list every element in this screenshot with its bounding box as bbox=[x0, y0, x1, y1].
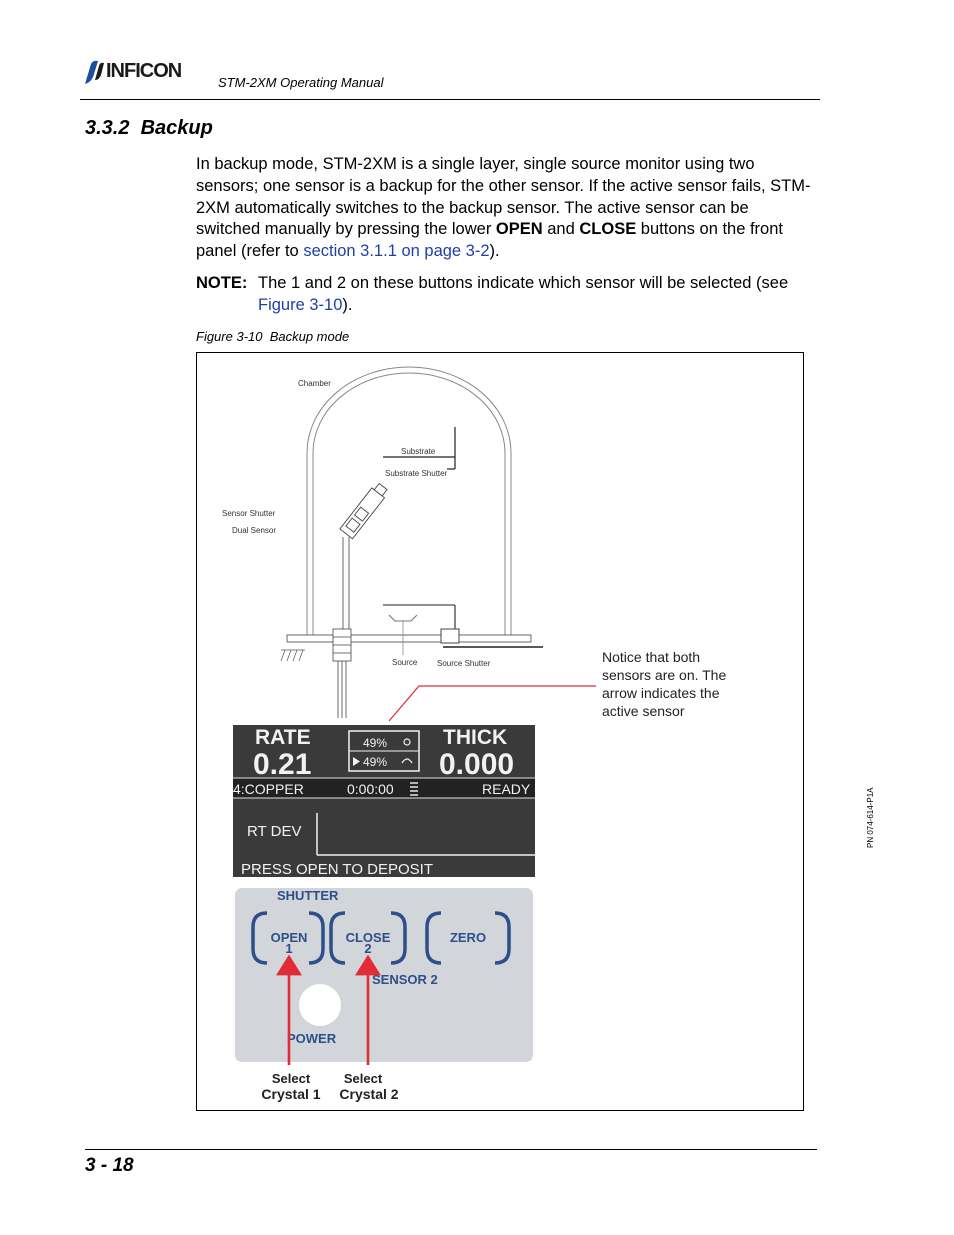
figure-link[interactable]: Figure 3-10 bbox=[258, 295, 343, 314]
manual-title: STM-2XM Operating Manual bbox=[218, 75, 384, 90]
brand-name: INFICON bbox=[106, 60, 182, 82]
graph-label: RT DEV bbox=[247, 823, 302, 840]
note-block bbox=[196, 273, 816, 314]
label-chamber: Chamber bbox=[298, 379, 331, 388]
label-dual-sensor: Dual Sensor bbox=[232, 526, 277, 535]
close-button-label: CLOSE bbox=[345, 930, 391, 945]
backup-mode-diagram bbox=[197, 353, 805, 1112]
thick-value: 0.000 bbox=[439, 748, 515, 781]
figure-caption: Figure 3-10 Backup mode bbox=[196, 329, 350, 344]
base-plate bbox=[287, 635, 531, 642]
callout-line-1: Notice that both bbox=[602, 649, 701, 665]
inficon-logo bbox=[80, 58, 205, 86]
dual-sensor-head bbox=[340, 482, 390, 539]
front-panel bbox=[235, 888, 533, 1062]
callout-line-3: arrow indicates the bbox=[602, 685, 720, 701]
para-text-and: and bbox=[542, 220, 580, 239]
para-text-b: buttons on the front panel (refer to bbox=[196, 220, 783, 261]
lcd-display bbox=[233, 725, 535, 878]
callout-line-4: active sensor bbox=[602, 703, 685, 719]
label-source: Source bbox=[392, 658, 418, 667]
callout-line-2: sensors are on. The bbox=[602, 667, 727, 683]
open-button-label: OPEN bbox=[270, 930, 308, 945]
figure-frame bbox=[196, 352, 804, 1111]
label-source-shutter: Source Shutter bbox=[437, 659, 491, 668]
select-1-top: Select bbox=[271, 1071, 311, 1086]
power-button[interactable] bbox=[299, 984, 341, 1026]
note-text: The 1 and 2 on these buttons indicate which sensor will be selected (see bbox=[258, 274, 789, 292]
section-heading: 3.3.2 Backup bbox=[85, 117, 213, 139]
power-label: POWER bbox=[287, 1031, 337, 1046]
note-body bbox=[258, 273, 818, 317]
label-substrate: Substrate bbox=[401, 447, 436, 456]
select-2-bottom: Crystal 2 bbox=[339, 1086, 399, 1102]
deposit-prompt: PRESS OPEN TO DEPOSIT bbox=[241, 861, 433, 878]
select-1-bottom: Crystal 1 bbox=[261, 1086, 321, 1102]
note-end: ). bbox=[342, 295, 353, 314]
page-number: 3 - 18 bbox=[85, 1155, 134, 1176]
close-button-number: 2 bbox=[364, 941, 372, 956]
open-keyword: OPEN bbox=[495, 220, 543, 239]
para-text-end: ). bbox=[489, 242, 500, 261]
section-link[interactable]: section 3.1.1 on page 3-2 bbox=[303, 242, 490, 261]
shutter-label: SHUTTER bbox=[277, 888, 339, 903]
callout-leader-line bbox=[389, 686, 596, 721]
sensor-feedthrough bbox=[333, 537, 351, 718]
label-sensor-shutter: Sensor Shutter bbox=[222, 509, 276, 518]
inficon-logo-mark-icon bbox=[80, 58, 106, 86]
para-text-a: In backup mode, STM-2XM is a single layer, single source monitor using two sensors; one sensor is a backup for the other sensor. If the active sensor fails, STM-2XM automatically switches to the backup sensor. The active sensor can be switched manually by pressing the lower bbox=[196, 155, 811, 239]
note-label: NOTE: bbox=[196, 274, 248, 292]
thick-label: THICK bbox=[443, 726, 508, 749]
part-number: PN 074-614-P1A bbox=[866, 787, 875, 848]
rate-value: 0.21 bbox=[253, 748, 312, 781]
select-2-top: Select bbox=[343, 1071, 383, 1086]
elapsed-time: 0:00:00 bbox=[347, 781, 394, 797]
close-keyword: CLOSE bbox=[579, 220, 637, 239]
status-ready: READY bbox=[482, 781, 531, 797]
sensor1-reading: 49% bbox=[363, 736, 388, 750]
sensor2-reading: 49% bbox=[363, 755, 388, 769]
film-name: 4:COPPER bbox=[233, 781, 304, 797]
sensor2-label: SENSOR 2 bbox=[372, 972, 438, 987]
footer-divider bbox=[85, 1149, 817, 1150]
chamber-dome bbox=[307, 367, 511, 635]
callout-text bbox=[602, 649, 726, 719]
rate-label: RATE bbox=[255, 726, 311, 749]
body-paragraph bbox=[196, 154, 816, 263]
header-divider bbox=[80, 99, 820, 100]
label-substrate-shutter: Substrate Shutter bbox=[385, 469, 448, 478]
zero-button-label: ZERO bbox=[449, 930, 487, 945]
open-button-number: 1 bbox=[285, 941, 293, 956]
